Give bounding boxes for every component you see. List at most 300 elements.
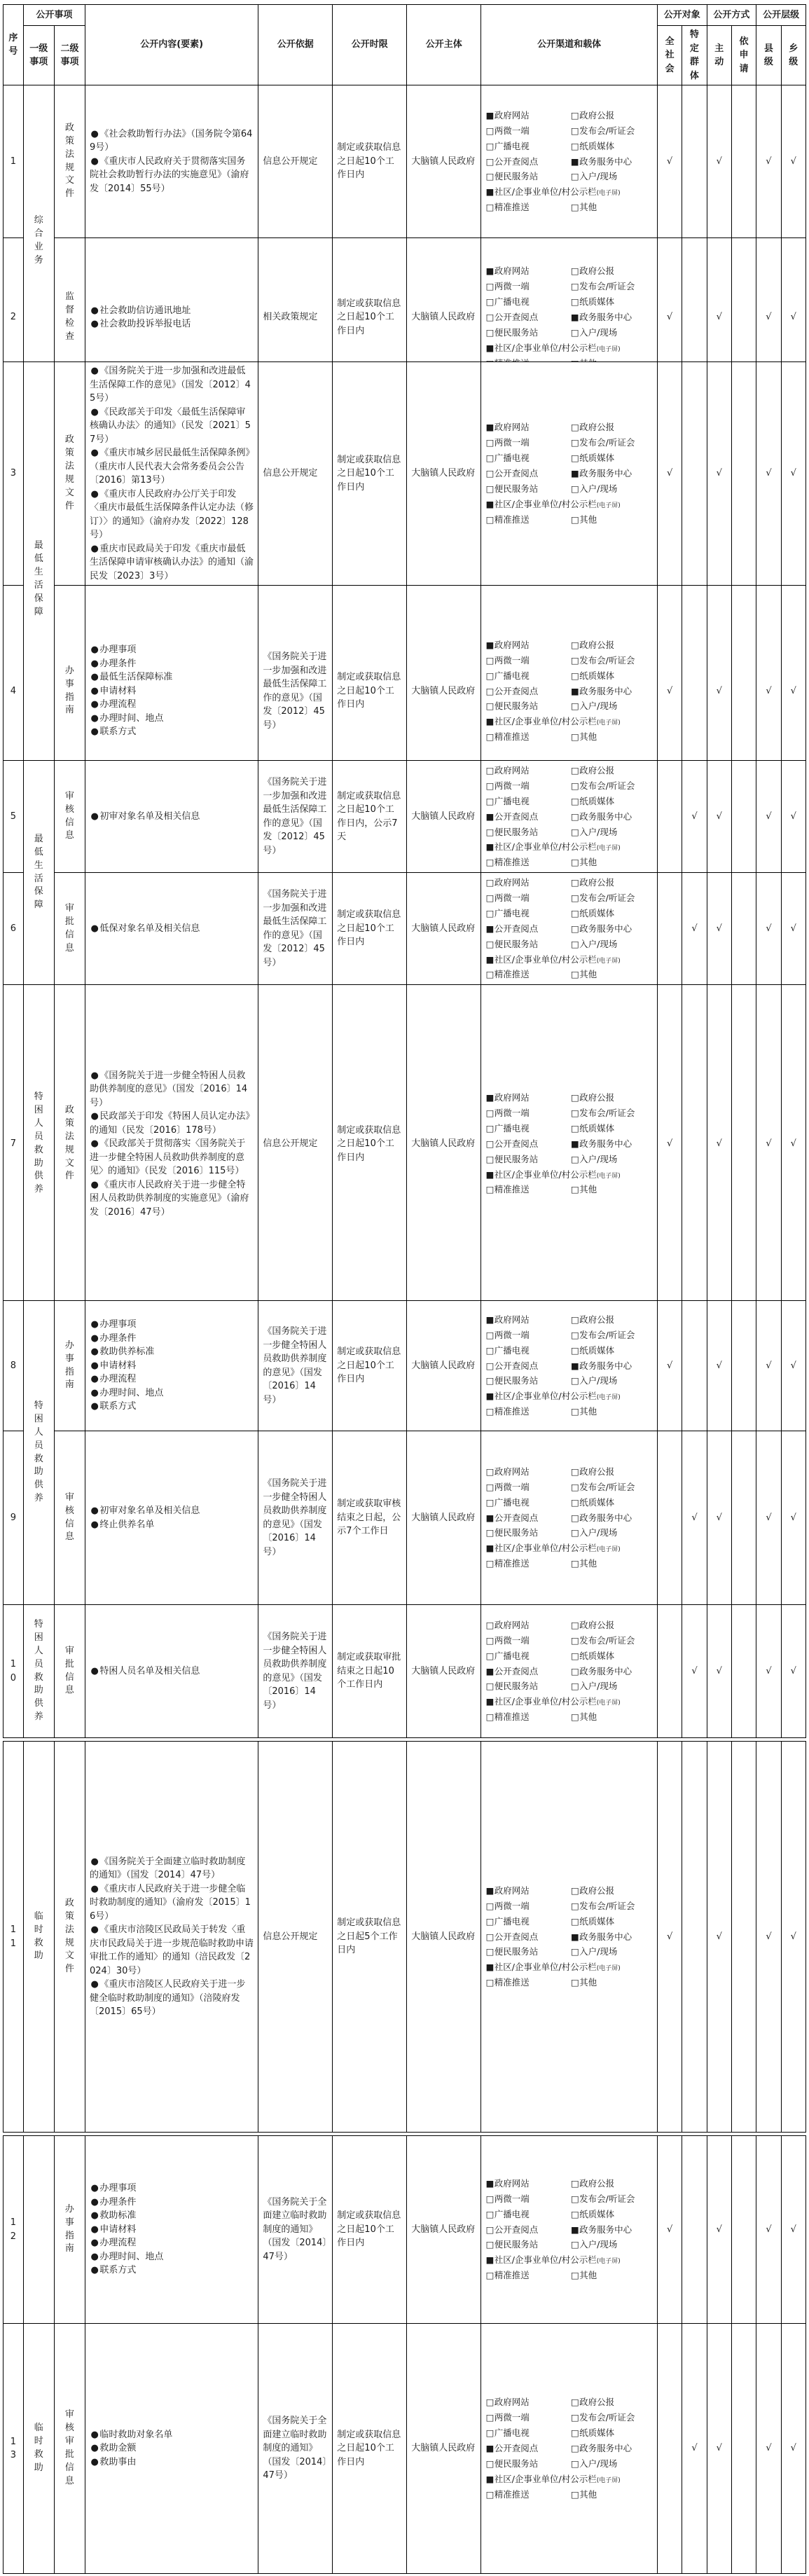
mark-cell: [731, 2136, 756, 2324]
mark-cell: √: [707, 1431, 731, 1605]
unchecked-box-icon: □: [570, 1092, 579, 1103]
row-basis: 《国务院关于进一步加强和改进最低生活保障工作的意见》（国发〔2012〕45号）: [258, 586, 333, 797]
row-seq: 7: [4, 985, 24, 1303]
content-text: 办理时间、地点: [99, 2251, 164, 2262]
mark-cell: √: [781, 586, 805, 797]
unchecked-box-icon: □: [485, 1122, 495, 1134]
channel-label: 入户/现场: [579, 1527, 618, 1538]
content-text: 临时救助对象名单: [99, 2429, 173, 2440]
channel-community: [485, 1959, 653, 1975]
unchecked-box-icon: □: [570, 2193, 579, 2204]
unchecked-box-icon: □: [570, 422, 579, 433]
content-item: [90, 406, 254, 447]
channel-gov-pub: [571, 1883, 653, 1899]
mark-cell: [682, 985, 707, 1303]
channel-press: [571, 1328, 653, 1343]
channel-paper: [571, 2425, 653, 2441]
content-item: [90, 1345, 254, 1359]
content-text: 联系方式: [99, 726, 137, 738]
channel-label: 其他: [579, 1184, 597, 1195]
channel-label: 便民服务站: [494, 171, 539, 182]
mark-cell: [731, 1301, 756, 1431]
channel-label: 政府网站: [494, 2177, 530, 2189]
mark-cell: √: [707, 761, 731, 873]
row-content: [85, 1301, 258, 1431]
header-time-limit: 公开时限: [333, 5, 407, 85]
channel-push: [485, 1182, 567, 1197]
channel-label: 政务服务中心: [579, 1512, 632, 1523]
row-channels: [481, 1742, 658, 2133]
row-subject: 大脑镇人民政府: [407, 1301, 481, 1431]
channel-label: 发布会/听证会: [579, 281, 635, 292]
row-content: [85, 873, 258, 985]
bullet-icon: ●: [90, 2210, 99, 2222]
channel-gov-pub: [571, 638, 653, 653]
channel-label: 公开查阅点: [494, 2443, 539, 2454]
content-text: 办理流程: [99, 699, 137, 710]
channel-bulletin: [485, 1929, 567, 1945]
channel-two-micro: [485, 1106, 567, 1121]
checked-box-icon: ■: [570, 1138, 579, 1149]
channel-label: 纸质媒体: [579, 453, 615, 464]
mark-cell: [731, 85, 756, 238]
checked-box-icon: ■: [485, 1391, 495, 1402]
checked-box-icon: ■: [570, 312, 579, 323]
unchecked-box-icon: □: [485, 685, 495, 696]
content-item: [90, 155, 254, 196]
channel-bulletin: [485, 809, 567, 825]
row-channels: [481, 2136, 658, 2324]
channel-label: 广播电视: [494, 670, 530, 681]
channel-service: [571, 2222, 653, 2238]
channel-push: [485, 1404, 567, 1419]
row-level1: 最 低 生 活 保 障: [23, 761, 54, 985]
channel-service: [571, 1929, 653, 1945]
row-channels: [481, 85, 658, 238]
row-content: [85, 1742, 258, 2133]
content-item: [90, 1400, 254, 1414]
content-item: [90, 1332, 254, 1346]
channel-label: 发布会/听证会: [579, 125, 635, 136]
channel-label: 公开查阅点: [494, 1665, 539, 1676]
channel-community: [485, 2252, 653, 2268]
channel-door: [571, 698, 653, 714]
row-time-limit: 制定或获取信息之日起10个工作日内: [333, 362, 407, 586]
unchecked-box-icon: □: [570, 1900, 579, 1911]
table-panel: [3, 1741, 806, 2132]
channel-other: [571, 855, 653, 870]
mark-cell: √: [707, 873, 731, 985]
row-content: [85, 362, 258, 586]
unchecked-box-icon: □: [485, 437, 495, 448]
channel-bulletin: [485, 921, 567, 937]
row-level1: 临 时 救 助: [23, 1742, 54, 2133]
channel-paper: [571, 1343, 653, 1358]
unchecked-box-icon: □: [570, 296, 579, 308]
channel-label: 两微一端: [494, 1108, 530, 1119]
unchecked-box-icon: □: [570, 140, 579, 151]
row-basis: 《国务院关于全面建立临时救助制度的通知》（国发〔2014〕47号）: [258, 2324, 333, 2574]
channel-label: 社区/企事业单位/村公示栏: [494, 342, 597, 353]
unchecked-box-icon: □: [570, 1481, 579, 1492]
channel-label: 纸质媒体: [579, 1496, 615, 1508]
unchecked-box-icon: □: [570, 780, 579, 791]
channel-bulletin: [485, 310, 567, 325]
channel-other: [571, 729, 653, 745]
mark-cell: √: [756, 2324, 781, 2574]
channel-label: 精准推送: [494, 1406, 530, 1417]
content-text: 办理时间、地点: [99, 712, 164, 724]
channel-label: 社区/企事业单位/村公示栏: [494, 841, 597, 853]
channel-community: [485, 1541, 653, 1556]
unchecked-box-icon: □: [570, 1329, 579, 1340]
content-text: 办理条件: [99, 658, 137, 669]
bullet-icon: ●: [90, 1319, 99, 1330]
channel-label: 两微一端: [494, 437, 530, 448]
row-basis: 相关政策规定: [258, 238, 333, 397]
unchecked-box-icon: □: [570, 1153, 579, 1164]
channel-label: 便民服务站: [494, 1946, 539, 1957]
unchecked-box-icon: □: [485, 1481, 495, 1492]
mark-cell: [657, 2324, 682, 2574]
channel-hotline: [485, 2237, 567, 2252]
channel-label: 纸质媒体: [579, 140, 615, 151]
unchecked-box-icon: □: [485, 514, 495, 525]
table-panel: [3, 361, 806, 757]
content-item: [90, 2223, 254, 2237]
channel-push: [485, 729, 567, 745]
channel-label: 政务服务中心: [579, 1360, 632, 1371]
row-level1: 特 困 人 员 救 助 供 养: [23, 1605, 54, 1738]
channel-label: 纸质媒体: [579, 2208, 615, 2219]
mark-cell: √: [657, 85, 682, 238]
mark-cell: √: [707, 1605, 731, 1738]
channel-label: 便民服务站: [494, 483, 539, 494]
channel-note: (电子屏): [596, 719, 621, 727]
row-level2: 监 督 检 查: [54, 238, 85, 397]
content-item: [90, 2196, 254, 2210]
checked-box-icon: ■: [485, 1092, 495, 1103]
table-row: [4, 362, 806, 586]
checked-box-icon: ■: [485, 1665, 495, 1676]
row-basis: 《国务院关于进一步健全特困人员救助供养制度的意见》（国发〔2016〕14号）: [258, 1301, 333, 1431]
unchecked-box-icon: □: [485, 483, 495, 494]
channel-service: [571, 684, 653, 699]
row-subject: 大脑镇人民政府: [407, 85, 481, 238]
header-method-active: 主动: [707, 26, 731, 85]
row-seq: 9: [4, 1431, 24, 1605]
channel-label: 政府网站: [494, 109, 530, 120]
unchecked-box-icon: □: [570, 2412, 579, 2423]
channel-label: 入户/现场: [579, 938, 618, 949]
channel-bulletin: [485, 154, 567, 170]
mark-cell: [731, 2324, 756, 2574]
row-seq: 2: [4, 238, 24, 397]
table-row: [4, 2136, 806, 2324]
channel-label: 便民服务站: [494, 1527, 539, 1538]
channel-label: 政府公报: [579, 877, 615, 888]
bullet-icon: ●: [90, 712, 99, 724]
mark-cell: √: [657, 362, 682, 586]
row-level1: 特 困 人 员 救 助 供 养: [23, 985, 54, 1303]
channel-service: [571, 2441, 653, 2456]
unchecked-box-icon: □: [570, 1915, 579, 1927]
channel-label: 广播电视: [494, 2427, 530, 2439]
channel-broadcast: [485, 1121, 567, 1136]
unchecked-box-icon: □: [570, 654, 579, 666]
content-text: 办理条件: [99, 2196, 137, 2207]
row-seq: 1: [4, 85, 24, 238]
row-channels: [481, 761, 658, 873]
content-item: [90, 2428, 254, 2442]
content-text: 重庆市民政局关于印发《重庆市最低生活保障申请审核确认办法》的通知（渝民发〔2023〕3号）: [90, 543, 254, 581]
channel-label: 社区/企事业单位/村公示栏: [494, 1169, 597, 1180]
channel-gov-site: [485, 2176, 567, 2191]
channel-service: [571, 1136, 653, 1152]
channel-community: [485, 1389, 653, 1404]
content-text: 社会救助投诉举报电话: [99, 319, 191, 329]
channel-two-micro: [485, 890, 567, 906]
unchecked-box-icon: □: [570, 938, 579, 949]
mark-cell: √: [657, 238, 682, 397]
content-text: 申请材料: [99, 2224, 137, 2235]
row-subject: 大脑镇人民政府: [407, 985, 481, 1303]
unchecked-box-icon: □: [570, 171, 579, 182]
channel-label: 精准推送: [494, 514, 530, 525]
channel-two-micro: [485, 279, 567, 294]
mark-cell: √: [682, 1605, 707, 1738]
bullet-icon: ●: [90, 2251, 99, 2262]
bullet-icon: ●: [90, 672, 99, 683]
channel-hotline: [485, 937, 567, 952]
bullet-icon: ●: [90, 1979, 99, 1990]
table-row: [4, 1742, 806, 2133]
row-content: [85, 1605, 258, 1738]
channel-paper: [571, 139, 653, 154]
row-channels: [481, 362, 658, 586]
channel-bulletin: [485, 1136, 567, 1152]
channel-label: 发布会/听证会: [579, 2412, 635, 2423]
checked-box-icon: ■: [485, 1885, 495, 1896]
content-text: 救助标准: [99, 2210, 137, 2222]
bullet-icon: ●: [90, 726, 99, 738]
bullet-icon: ●: [90, 1519, 99, 1530]
unchecked-box-icon: □: [485, 2193, 495, 2204]
channel-service: [571, 1510, 653, 1526]
bullet-icon: ●: [90, 305, 99, 316]
content-item: [90, 446, 254, 488]
channel-label: 纸质媒体: [579, 795, 615, 806]
content-item: [90, 657, 254, 671]
channel-label: 社区/企事业单位/村公示栏: [494, 1962, 597, 1973]
bullet-icon: ●: [90, 366, 99, 376]
channel-label: 其他: [579, 2270, 597, 2281]
mark-cell: √: [756, 985, 781, 1303]
checked-box-icon: ■: [485, 109, 495, 120]
channel-press: [571, 1899, 653, 1914]
mark-cell: √: [756, 586, 781, 797]
bullet-icon: ●: [90, 128, 99, 139]
mark-cell: √: [756, 1605, 781, 1738]
channel-push: [485, 855, 567, 870]
row-time-limit: 制定或获取信息之日起10个工作日内: [333, 586, 407, 797]
unchecked-box-icon: □: [570, 1885, 579, 1896]
channel-gov-pub: [571, 2395, 653, 2410]
channel-label: 广播电视: [494, 1496, 530, 1508]
channel-door: [571, 937, 653, 952]
table-row: [4, 1605, 806, 1738]
unchecked-box-icon: □: [570, 109, 579, 120]
bullet-icon: ●: [90, 2224, 99, 2235]
mark-cell: [682, 362, 707, 586]
channel-broadcast: [485, 668, 567, 684]
channel-label: 纸质媒体: [579, 670, 615, 681]
row-basis: 信息公开规定: [258, 1742, 333, 2133]
unchecked-box-icon: □: [485, 326, 495, 338]
channel-other: [571, 1975, 653, 1990]
checked-box-icon: ■: [485, 342, 495, 353]
content-text: 低保对象名单及相关信息: [99, 923, 200, 934]
row-time-limit: 制定或获取信息之日起10个工作日内: [333, 2324, 407, 2574]
content-text: 特困人员名单及相关信息: [99, 1665, 200, 1676]
header-seq: 序号: [4, 5, 24, 85]
unchecked-box-icon: □: [570, 923, 579, 934]
row-seq: 10: [4, 1605, 24, 1738]
channel-label: 政务服务中心: [579, 2224, 632, 2235]
unchecked-box-icon: □: [570, 1619, 579, 1630]
channel-hotline: [485, 1373, 567, 1389]
bullet-icon: ●: [90, 2196, 99, 2207]
unchecked-box-icon: □: [485, 2208, 495, 2219]
unchecked-box-icon: □: [570, 2427, 579, 2439]
channel-bulletin: [485, 466, 567, 481]
unchecked-box-icon: □: [570, 2270, 579, 2281]
unchecked-box-icon: □: [485, 938, 495, 949]
unchecked-box-icon: □: [570, 857, 579, 868]
content-item: [90, 1923, 254, 1978]
channel-paper: [571, 794, 653, 809]
disclosure-table: [3, 1300, 806, 1738]
channel-door: [571, 325, 653, 340]
row-time-limit: 制定或获取信息之日起10个工作日内: [333, 985, 407, 1303]
unchecked-box-icon: □: [485, 1360, 495, 1371]
channel-bulletin: [485, 1510, 567, 1526]
checked-box-icon: ■: [485, 1543, 495, 1554]
channel-label: 精准推送: [494, 969, 530, 980]
channel-label: 政府公报: [579, 2177, 615, 2189]
channel-label: 公开查阅点: [494, 312, 539, 323]
unchecked-box-icon: □: [570, 1946, 579, 1957]
channel-two-micro: [485, 778, 567, 794]
table-row: [4, 85, 806, 238]
mark-cell: √: [781, 985, 805, 1303]
channel-label: 入户/现场: [579, 171, 618, 182]
channel-label: 广播电视: [494, 296, 530, 308]
content-item: [90, 2250, 254, 2264]
channel-community: [485, 2472, 653, 2487]
content-text: 救助事由: [99, 2456, 137, 2467]
checked-box-icon: ■: [485, 841, 495, 853]
bullet-icon: ●: [90, 156, 99, 167]
channel-label: 广播电视: [494, 907, 530, 918]
row-level2: 政 策 法 规 文 件: [54, 85, 85, 238]
channel-push: [485, 1556, 567, 1571]
unchecked-box-icon: □: [570, 1527, 579, 1538]
row-seq: 4: [4, 586, 24, 797]
channel-label: 精准推送: [494, 1558, 530, 1569]
content-text: 最低生活保障标准: [99, 672, 173, 683]
channel-label: 公开查阅点: [494, 811, 539, 822]
channel-label: 便民服务站: [494, 2239, 539, 2250]
channel-hotline: [485, 825, 567, 840]
content-text: 申请材料: [99, 1360, 137, 1371]
row-seq: 12: [4, 2136, 24, 2324]
channel-paper: [571, 294, 653, 310]
channel-service: [571, 154, 653, 170]
content-text: 办理事项: [99, 2183, 137, 2194]
channel-door: [571, 1152, 653, 1167]
bullet-icon: ●: [90, 1360, 99, 1371]
channel-note: (电子屏): [596, 845, 621, 853]
checked-box-icon: ■: [485, 1512, 495, 1523]
mark-cell: √: [781, 2324, 805, 2574]
channel-gov-site: [485, 108, 567, 123]
channel-gov-pub: [571, 1312, 653, 1328]
content-text: 《民政部关于印发〈最低生活保障审核确认办法〉的通知》（民发〔2021〕57号）: [90, 406, 251, 445]
mark-cell: [657, 761, 682, 873]
row-time-limit: 制定或获取审核结束之日起，公示7个工作日: [333, 1431, 407, 1605]
unchecked-box-icon: □: [570, 1665, 579, 1676]
header-audience-all: 全社会: [657, 26, 682, 85]
channel-label: 两微一端: [494, 2193, 530, 2204]
unchecked-box-icon: □: [485, 125, 495, 136]
channel-label: 广播电视: [494, 2208, 530, 2219]
content-item: [90, 1518, 254, 1532]
channel-broadcast: [485, 906, 567, 921]
row-time-limit: 制定或获取审批结束之日起10个工作日内: [333, 1605, 407, 1738]
unchecked-box-icon: □: [485, 1650, 495, 1661]
disclosure-table: [3, 4, 806, 397]
channel-label: 入户/现场: [579, 826, 618, 837]
table-panel: [3, 760, 806, 1297]
channel-two-micro: [485, 1633, 567, 1648]
row-basis: 《国务院关于进一步健全特困人员救助供养制度的意见》（国发〔2016〕14号）: [258, 1431, 333, 1605]
unchecked-box-icon: □: [485, 1406, 495, 1417]
row-level2: 审 批 信 息: [54, 1605, 85, 1738]
unchecked-box-icon: □: [485, 2239, 495, 2250]
row-level2: 审 批 信 息: [54, 873, 85, 985]
content-item: [90, 1069, 254, 1110]
unchecked-box-icon: □: [485, 765, 495, 776]
mark-cell: [682, 1301, 707, 1431]
unchecked-box-icon: □: [485, 1184, 495, 1195]
unchecked-box-icon: □: [570, 811, 579, 822]
checked-box-icon: ■: [485, 716, 495, 727]
channel-label: 政府网站: [494, 2397, 530, 2408]
channel-label: 社区/企事业单位/村公示栏: [494, 1543, 597, 1554]
channel-paper: [571, 2207, 653, 2222]
unchecked-box-icon: □: [485, 893, 495, 903]
channel-gov-pub: [571, 1090, 653, 1106]
channel-hotline: [485, 2456, 567, 2472]
channel-label: 发布会/听证会: [579, 1634, 635, 1646]
channel-gov-site: [485, 2395, 567, 2410]
mark-cell: [657, 1431, 682, 1605]
content-item: [90, 2182, 254, 2196]
channel-gov-site: [485, 763, 567, 778]
channel-label: 政府公报: [579, 1619, 615, 1630]
channel-label: 公开查阅点: [494, 923, 539, 934]
